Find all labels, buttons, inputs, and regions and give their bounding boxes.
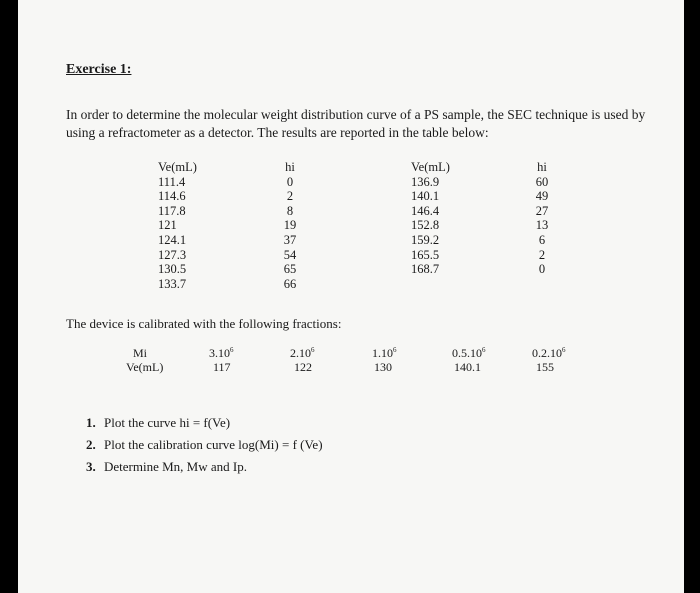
- mi-value: 0.5.10: [452, 346, 482, 360]
- table-cell: 168.7: [411, 262, 440, 277]
- table-left-ve-column: [158, 160, 197, 291]
- mi-value: 3.10: [209, 346, 230, 360]
- table-cell: 2: [286, 189, 294, 204]
- calibration-fraction: [209, 346, 234, 374]
- table-left-hi-column: [280, 160, 300, 291]
- table-cell: 130.5: [158, 262, 187, 277]
- exponent: 6: [482, 346, 486, 354]
- intro-paragraph: In order to determine the molecular weight distribution curve of a PS sample, the SEC technique is used by using a refractometer as a detector. The results are reported in the table below:: [66, 107, 646, 140]
- table-header: Ve(mL): [411, 160, 450, 174]
- mi-value: 1.10: [372, 346, 393, 360]
- table-header: hi: [285, 160, 295, 174]
- table-cell: 117.8: [158, 203, 186, 218]
- table-cell: 60: [535, 174, 549, 189]
- table-cell: 124.1: [158, 232, 187, 247]
- mi-label: Mi: [133, 346, 148, 360]
- table-cell: 121: [158, 218, 177, 233]
- table-cell: 54: [283, 247, 297, 262]
- calibration-fraction: [372, 346, 397, 374]
- table-cell: 111.4: [158, 174, 186, 189]
- document-page: [18, 0, 684, 593]
- ve-value: 122: [294, 360, 312, 374]
- exercise-title: Exercise 1:: [66, 62, 132, 77]
- ve-value: 130: [374, 360, 392, 374]
- table-cell: 127.3: [158, 247, 187, 262]
- ve-value: 140.1: [454, 360, 481, 374]
- list-item: 1. Plot the curve hi = f(Ve): [86, 415, 231, 430]
- table-header: hi: [537, 160, 547, 174]
- calibration-fraction: [290, 346, 315, 374]
- table-cell: 0: [286, 174, 294, 189]
- table-cell: 19: [283, 218, 297, 233]
- calibration-fraction: [452, 346, 486, 374]
- table-cell: 2: [538, 247, 546, 262]
- table-cell: 146.4: [411, 203, 440, 218]
- table-cell: 6: [538, 232, 546, 247]
- exponent: 6: [393, 346, 397, 354]
- list-item: 2. Plot the calibration curve log(Mi) = f (Ve): [86, 437, 323, 452]
- table-right-ve-column: [411, 160, 450, 277]
- mi-value: 0.2.10: [532, 346, 562, 360]
- table-header: Ve(mL): [158, 160, 197, 174]
- table-cell: 159.2: [411, 232, 440, 247]
- table-cell: 140.1: [411, 189, 440, 204]
- table-cell: 133.7: [158, 276, 187, 291]
- exponent: 6: [230, 346, 234, 354]
- calibration-labels: [126, 346, 163, 374]
- table-cell: 49: [535, 189, 549, 204]
- table-cell: 13: [535, 218, 549, 233]
- table-cell: 152.8: [411, 218, 440, 233]
- table-cell: 8: [286, 203, 294, 218]
- ve-value: 117: [213, 360, 231, 374]
- list-item: 3. Determine Mn, Mw and Ip.: [86, 459, 247, 474]
- table-cell: 0: [538, 262, 546, 277]
- ve-label: Ve(mL): [126, 360, 164, 374]
- table-cell: 27: [535, 203, 549, 218]
- calibration-intro: The device is calibrated with the following fractions:: [66, 316, 342, 331]
- calibration-fraction: [532, 346, 566, 374]
- table-right-hi-column: [532, 160, 552, 277]
- table-cell: 65: [283, 262, 297, 277]
- table-cell: 114.6: [158, 189, 186, 204]
- ve-value: 155: [536, 360, 554, 374]
- table-cell: 136.9: [411, 174, 440, 189]
- mi-value: 2.10: [290, 346, 311, 360]
- exponent: 6: [311, 346, 315, 354]
- table-cell: 37: [283, 232, 297, 247]
- table-cell: 165.5: [411, 247, 440, 262]
- exponent: 6: [562, 346, 566, 354]
- table-cell: 66: [283, 276, 297, 291]
- task-list: [86, 412, 323, 478]
